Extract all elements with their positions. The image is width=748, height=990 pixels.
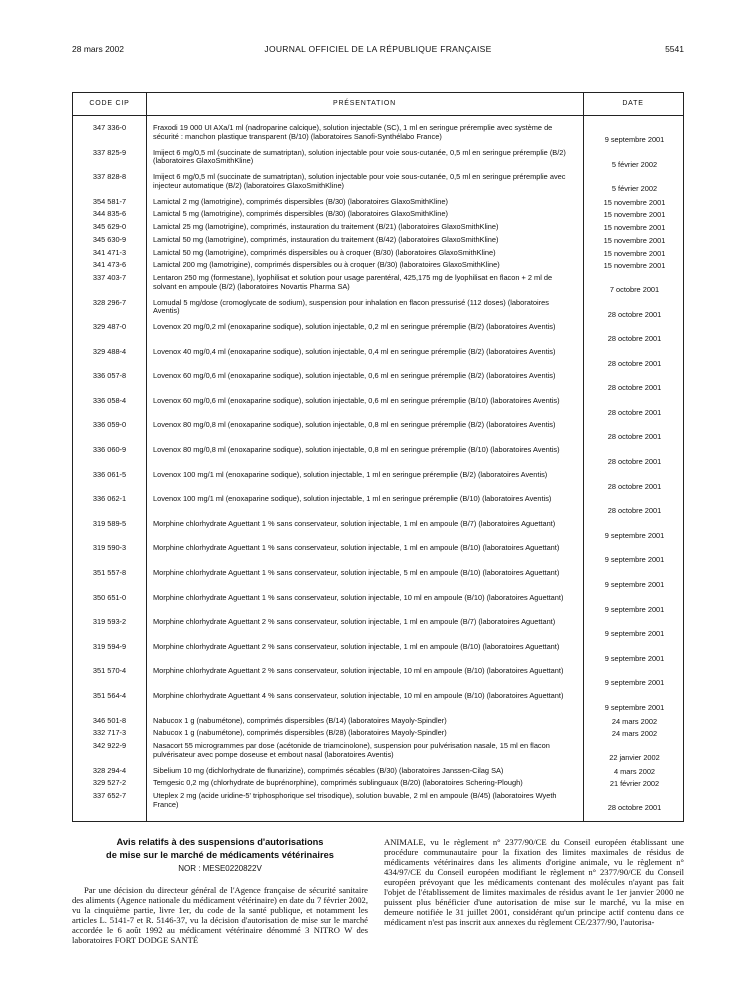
suspension-date: 28 octobre 2001 — [607, 506, 662, 516]
presentation-text: Morphine chlorhydrate Aguettant 1 % sans conservateur, solution injectable, 5 ml en ampoule (B/10) (laboratoires Aguettant) — [153, 568, 560, 578]
presentation-text: Lovenox 80 mg/0,8 ml (enoxaparine sodique), solution injectable, 0,8 ml en seringue préremplie (B/10) (laboratoires Aventis) — [153, 445, 560, 455]
table-row — [73, 520, 683, 545]
presentation-text: Lovenox 60 mg/0,6 ml (enoxaparine sodique), solution injectable, 0,6 ml en seringue préremplie (B/2) (laboratoires Aventis) — [153, 371, 556, 381]
table-row — [73, 236, 683, 249]
table-row — [73, 471, 683, 496]
presentation-text: Lentaron 250 mg (formestane), lyophilisat et solution pour usage parentéral, 425,175 mg de lyophilisat en flacon + 2 ml de solvant en ampoule (B/2) (laboratoires Novartis Pharma SA) — [153, 272, 553, 291]
suspension-date: 15 novembre 2001 — [603, 261, 666, 271]
cip-code: 319 593-2 — [92, 617, 127, 627]
presentation-text: Nasacort 55 microgrammes par dose (acétonide de triamcinolone), suspension pour pulvérisation nasale, 15 ml en flacon pulvérisateur avec pompe doseuse et embout nasal (laboratoires Aventis) — [153, 740, 550, 759]
presentation-text: Morphine chlorhydrate Aguettant 2 % sans conservateur, solution injectable, 1 ml en ampoule (B/10) (laboratoires Aguettant) — [153, 641, 560, 651]
table-row — [73, 421, 683, 446]
table-body — [73, 124, 683, 817]
table-row — [73, 348, 683, 373]
table-row — [73, 742, 683, 767]
cip-code: 351 564-4 — [92, 691, 127, 700]
suspension-date: 9 septembre 2001 — [604, 678, 665, 688]
presentation-text: Sibelium 10 mg (dichlorhydrate de flunarizine), comprimés sécables (B/30) (laboratoires Janssen-Cilag SA) — [153, 765, 504, 775]
table-row — [73, 323, 683, 348]
table-row — [73, 792, 683, 817]
cip-code: 336 062-1 — [92, 494, 127, 504]
suspension-date: 5 février 2002 — [611, 184, 658, 194]
suspension-date: 28 octobre 2001 — [607, 407, 662, 417]
presentation-text: Morphine chlorhydrate Aguettant 1 % sans conservateur, solution injectable, 1 ml en ampoule (B/10) (laboratoires Aguettant) — [153, 543, 560, 553]
cip-code: 345 630-9 — [92, 234, 127, 244]
cip-code: 328 294-4 — [92, 765, 127, 775]
presentation-text: Morphine chlorhydrate Aguettant 4 % sans conservateur, solution injectable, 10 ml en ampoule (B/10) (laboratoires Aguettant) — [153, 691, 564, 700]
cip-code: 332 717-3 — [92, 728, 127, 738]
presentation-text: Morphine chlorhydrate Aguettant 1 % sans conservateur, solution injectable, 10 ml en ampoule (B/10) (laboratoires Aguettant) — [153, 592, 564, 602]
suspension-date: 9 septembre 2001 — [604, 530, 665, 540]
presentation-text: Uteplex 2 mg (acide uridine-5' triphosphorique sel trisodique), solution buvable, 2 ml en ampoule (B/45) (laboratoires Wyeth France) — [153, 790, 557, 809]
suspension-date: 9 septembre 2001 — [604, 653, 665, 663]
cip-code: 329 488-4 — [92, 346, 127, 356]
cip-code: 337 825-9 — [92, 147, 127, 157]
suspension-date: 28 octobre 2001 — [607, 383, 662, 393]
suspension-date: 28 octobre 2001 — [607, 432, 662, 442]
presentation-text: Nabucox 1 g (nabumétone), comprimés dispersibles (B/28) (laboratoires Mayoly-Spindler) — [153, 728, 447, 738]
presentation-text: Lamictal 50 mg (lamotrigine), comprimés, instauration du traitement (B/42) (laboratoires GlaxoSmithKline) — [153, 234, 499, 244]
table-row — [73, 618, 683, 643]
presentation-text: Lovenox 20 mg/0,2 ml (enoxaparine sodique), solution injectable, 0,2 ml en seringue préremplie (B/2) (laboratoires Aventis) — [153, 322, 556, 332]
cip-code: 336 059-0 — [92, 420, 127, 430]
table-row — [73, 299, 683, 324]
cip-code: 329 487-0 — [92, 322, 127, 332]
table-row — [73, 495, 683, 520]
page-number: 5541 — [665, 44, 684, 54]
suspension-date: 21 février 2002 — [609, 779, 660, 789]
presentation-text: Lamictal 2 mg (lamotrigine), comprimés dispersibles (B/30) (laboratoires GlaxoSmithKline) — [153, 196, 448, 206]
notice-title-line-2: de mise sur le marché de médicaments vétérinaires — [106, 850, 334, 860]
cip-code: 336 060-9 — [92, 445, 127, 455]
suspension-date: 9 septembre 2001 — [604, 135, 665, 144]
table-row — [73, 274, 683, 299]
table-row — [73, 397, 683, 422]
table-row — [73, 223, 683, 236]
cip-code: 319 589-5 — [92, 518, 127, 528]
notice-paragraph-right: ANIMALE, vu le règlement n° 2377/90/CE du Conseil européen établissant une procédure communautaire pour la fixation des limites maximales de résidus de médicaments vétérinaires dans les aliments d'origine animale, vu le règlement n° 434/97/CE du Conseil européen modifiant le règlement n° 2377/90/CE du Conseil européen prévoyant que les médicaments contenant des molécules n'ayant pas fait l'objet de l'établissement de limites maximales de résidus avant le 1er janvier 2000 ne puissent plus bénéficier d'une autorisation de mise sur le marché, vu la mise en demeure notifiée le 31 juillet 2001, considérant qu'un principe actif contenu dans ce médicament n'est pas inscrit aux annexes du règlement CE/2377/90, l'autorisa- — [384, 837, 684, 927]
cip-code: 328 296-7 — [92, 297, 127, 307]
medication-table — [72, 92, 684, 822]
cip-code: 345 629-0 — [92, 222, 127, 232]
presentation-text: Morphine chlorhydrate Aguettant 2 % sans conservateur, solution injectable, 10 ml en ampoule (B/10) (laboratoires Aguettant) — [153, 666, 564, 676]
suspension-date: 15 novembre 2001 — [603, 248, 666, 258]
table-row — [73, 569, 683, 594]
cip-code: 337 828-8 — [92, 172, 127, 182]
cip-code: 341 471-3 — [92, 247, 127, 257]
cip-code: 337 652-7 — [92, 790, 127, 800]
suspension-date: 7 octobre 2001 — [609, 284, 660, 294]
table-row — [73, 446, 683, 471]
presentation-text: Lamictal 200 mg (lamotrigine), comprimés dispersibles ou à croquer (B/30) (laboratoires GlaxoSmithKline) — [153, 260, 500, 270]
cip-code: 351 557-8 — [92, 568, 127, 578]
table-row — [73, 643, 683, 668]
cip-code: 346 501-8 — [92, 715, 127, 725]
presentation-text: Lovenox 40 mg/0,4 ml (enoxaparine sodique), solution injectable, 0,4 ml en seringue préremplie (B/2) (laboratoires Aventis) — [153, 346, 556, 356]
issue-date: 28 mars 2002 — [72, 44, 124, 54]
presentation-text: Lovenox 100 mg/1 ml (enoxaparine sodique), solution injectable, 1 ml en seringue préremplie (B/10) (laboratoires Aventis) — [153, 494, 552, 504]
presentation-text: Lovenox 100 mg/1 ml (enoxaparine sodique), solution injectable, 1 ml en seringue préremplie (B/2) (laboratoires Aventis) — [153, 469, 548, 479]
suspension-date: 9 septembre 2001 — [604, 580, 665, 590]
notice-title-line-1: Avis relatifs à des suspensions d'autorisations — [116, 837, 324, 847]
suspension-date: 28 octobre 2001 — [607, 457, 662, 467]
suspension-date: 24 mars 2002 — [611, 716, 658, 726]
presentation-text: Lamictal 25 mg (lamotrigine), comprimés, instauration du traitement (B/21) (laboratoires GlaxoSmithKline) — [153, 222, 499, 232]
suspension-date: 28 octobre 2001 — [607, 802, 662, 812]
header-code: CODE CIP — [89, 100, 130, 107]
table-row — [73, 594, 683, 619]
notice-paragraph-left: Par une décision du directeur général de l'Agence française de sécurité sanitaire des aliments (Agence nationale du médicament vétérinaire) en date du 7 février 2002, vu la cinquième partie, livre 1er, du code de la santé publique, et notamment les articles L. 5141-7 et R. 5146-37, vu la décision d'autorisation de mise sur le marché accordée le 6 août 1992 au médicament vétérinaire dénommé 3 NITRO W des laboratoires FORT DODGE SANTÉ — [72, 885, 368, 945]
cip-code: 341 473-6 — [92, 260, 127, 270]
presentation-text: Lovenox 80 mg/0,8 ml (enoxaparine sodique), solution injectable, 0,8 ml en seringue préremplie (B/2) (laboratoires Aventis) — [153, 420, 556, 430]
presentation-text: Fraxodi 19 000 UI AXa/1 ml (nadroparine calcique), solution injectable (SC), 1 ml en seringue préremplie avec système de sécurité : manchon plastique transparent (B/10) (laboratoires Sanofi-Synthélabo France) — [153, 123, 553, 141]
suspension-date: 4 mars 2002 — [613, 766, 656, 776]
presentation-text: Nabucox 1 g (nabumétone), comprimés dispersibles (B/14) (laboratoires Mayoly-Spindler) — [153, 715, 447, 725]
suspension-date: 15 novembre 2001 — [603, 210, 666, 220]
table-row — [73, 544, 683, 569]
table-row — [73, 173, 683, 198]
presentation-text: Morphine chlorhydrate Aguettant 1 % sans conservateur, solution injectable, 1 ml en ampoule (B/7) (laboratoires Aguettant) — [153, 518, 556, 528]
suspension-date: 22 janvier 2002 — [609, 752, 660, 762]
cip-code: 342 922-9 — [92, 740, 127, 750]
nor-reference: NOR : MESE0220822V — [178, 864, 262, 873]
notice-left-column — [72, 835, 368, 945]
suspension-date: 15 novembre 2001 — [603, 197, 666, 207]
cip-code: 336 058-4 — [92, 395, 127, 405]
cip-code: 344 835-6 — [92, 209, 127, 219]
suspension-date: 15 novembre 2001 — [603, 223, 666, 233]
cip-code: 319 594-9 — [92, 641, 127, 651]
presentation-text: Imiject 6 mg/0,5 ml (succinate de sumatriptan), solution injectable pour voie sous-cutanée, 0,5 ml en seringue préremplie avec injecteur automatique (B/2) (laboratoires GlaxoSmithKline) — [153, 172, 566, 190]
presentation-text: Lamictal 5 mg (lamotrigine), comprimés dispersibles (B/30) (laboratoires GlaxoSmithKline) — [153, 209, 448, 219]
suspension-date: 15 novembre 2001 — [603, 235, 666, 245]
cip-code: 336 061-5 — [92, 469, 127, 479]
cip-code: 350 651-0 — [92, 592, 127, 602]
suspension-date: 24 mars 2002 — [611, 729, 658, 739]
cip-code: 329 527-2 — [92, 778, 127, 788]
page-header — [72, 44, 684, 58]
table-row — [73, 692, 683, 717]
cip-code: 319 590-3 — [92, 543, 127, 553]
suspension-date: 9 septembre 2001 — [604, 555, 665, 565]
header-date: DATE — [622, 100, 644, 107]
suspension-date: 28 octobre 2001 — [607, 334, 662, 344]
presentation-text: Lamictal 50 mg (lamotrigine), comprimés dispersibles ou à croquer (B/30) (laboratoires GlaxoSmithKline) — [153, 247, 496, 257]
suspension-date: 28 octobre 2001 — [607, 309, 662, 319]
presentation-text: Lovenox 60 mg/0,6 ml (enoxaparine sodique), solution injectable, 0,6 ml en seringue préremplie (B/10) (laboratoires Aventis) — [153, 395, 560, 405]
suspension-date: 5 février 2002 — [611, 159, 658, 169]
cip-code: 354 581-7 — [92, 196, 127, 206]
header-presentation: PRÉSENTATION — [332, 100, 396, 107]
table-row — [73, 124, 683, 149]
cip-code: 337 403-7 — [92, 272, 127, 282]
suspension-date: 9 septembre 2001 — [604, 629, 665, 639]
table-row — [73, 149, 683, 174]
suspension-date: 28 octobre 2001 — [607, 358, 662, 368]
table-row — [73, 261, 683, 274]
journal-title: JOURNAL OFFICIEL DE LA RÉPUBLIQUE FRANÇAISE — [264, 44, 492, 54]
suspension-date: 28 octobre 2001 — [607, 481, 662, 491]
suspension-date: 9 septembre 2001 — [604, 604, 665, 614]
notice-right-column — [384, 835, 684, 927]
suspension-date: 9 septembre 2001 — [604, 703, 665, 712]
table-row — [73, 667, 683, 692]
table-header — [73, 93, 683, 116]
presentation-text: Morphine chlorhydrate Aguettant 2 % sans conservateur, solution injectable, 1 ml en ampoule (B/7) (laboratoires Aguettant) — [153, 617, 556, 627]
cip-code: 351 570-4 — [92, 666, 127, 676]
presentation-text: Lomudal 5 mg/dose (cromoglycate de sodium), suspension pour inhalation en flacon pressurisé (112 doses) (laboratoires Aventis) — [153, 297, 549, 316]
presentation-text: Temgesic 0,2 mg (chlorhydrate de buprénorphine), comprimés sublinguaux (B/20) (laboratoires Schering-Plough) — [153, 778, 523, 788]
presentation-text: Imiject 6 mg/0,5 ml (succinate de sumatriptan), solution injectable pour voie sous-cutanée, 0,5 ml en seringue préremplie (B/2) (laboratoires GlaxoSmithKline) — [153, 147, 566, 166]
cip-code: 336 057-8 — [92, 371, 127, 381]
cip-code: 347 336-0 — [92, 123, 127, 132]
table-row — [73, 372, 683, 397]
